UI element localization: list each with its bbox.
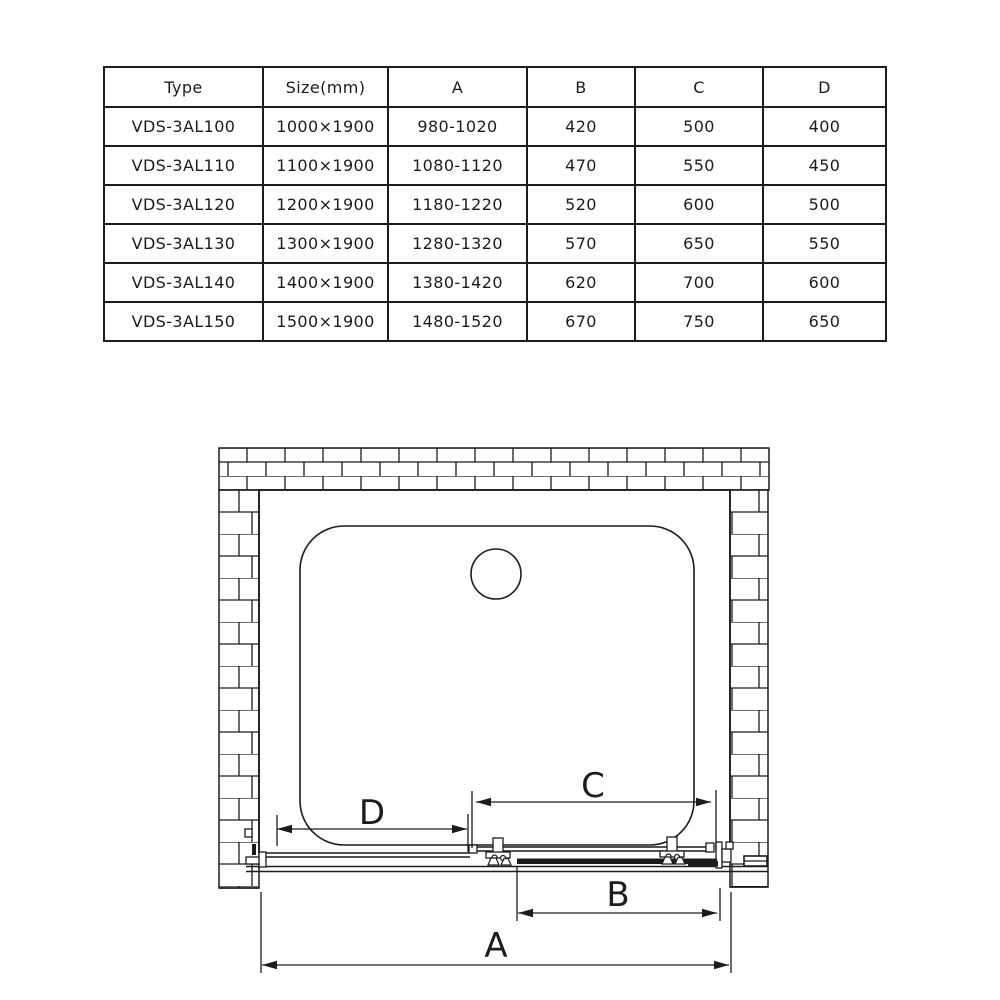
spec-table-cell: 1500×1900 <box>263 302 388 341</box>
dim-b-arrow-right <box>702 909 717 917</box>
spec-table-cell: 750 <box>635 302 763 341</box>
spec-table-cell: 700 <box>635 263 763 302</box>
spec-table-cell: 650 <box>763 302 886 341</box>
sliding-door-panel <box>517 859 717 865</box>
spec-table-cell: 1300×1900 <box>263 224 388 263</box>
dim-d-arrow-right <box>452 825 467 833</box>
spec-table-cell: 980-1020 <box>388 107 527 146</box>
dim-a-arrow-right <box>714 961 729 969</box>
spec-table-cell: 1400×1900 <box>263 263 388 302</box>
spec-table-cell: 670 <box>527 302 635 341</box>
spec-table-cell: 550 <box>763 224 886 263</box>
spec-table-cell: 500 <box>635 107 763 146</box>
spec-table-cell: 1280-1320 <box>388 224 527 263</box>
spec-table-column-header: A <box>388 67 527 107</box>
spec-table-cell: 1380-1420 <box>388 263 527 302</box>
spec-table-column-header: B <box>527 67 635 107</box>
spec-table-cell: 1480-1520 <box>388 302 527 341</box>
spec-table-cell: 470 <box>527 146 635 185</box>
spec-table-cell: 600 <box>763 263 886 302</box>
spec-table-cell: 620 <box>527 263 635 302</box>
spec-table-cell: 500 <box>763 185 886 224</box>
spec-table-cell: 1180-1220 <box>388 185 527 224</box>
spec-table-column-header: D <box>763 67 886 107</box>
spec-table-cell: 650 <box>635 224 763 263</box>
dim-label-b: B <box>606 875 630 915</box>
spec-table-cell: 1100×1900 <box>263 146 388 185</box>
dim-a-arrow-left <box>262 961 277 969</box>
right-brick-wall <box>730 490 768 887</box>
spec-table-cell: VDS-3AL150 <box>104 302 263 341</box>
spec-table-cell: VDS-3AL130 <box>104 224 263 263</box>
spec-table-cell: 520 <box>527 185 635 224</box>
dim-label-d: D <box>358 793 386 833</box>
spec-table-cell: 1080-1120 <box>388 146 527 185</box>
spec-table-cell: 1000×1900 <box>263 107 388 146</box>
spec-table-cell: VDS-3AL110 <box>104 146 263 185</box>
spec-table-cell: 400 <box>763 107 886 146</box>
spec-table-cell: 450 <box>763 146 886 185</box>
spec-table-cell: 600 <box>635 185 763 224</box>
roller-left <box>486 838 511 865</box>
top-wall-brick-band <box>219 448 769 490</box>
spec-table-cell: VDS-3AL140 <box>104 263 263 302</box>
rail-end-cap-right <box>706 843 714 852</box>
shower-enclosure-outline <box>259 490 730 853</box>
dim-c-arrow-right <box>696 798 711 806</box>
spec-table-column-header: C <box>635 67 763 107</box>
left-brick-wall <box>219 490 259 888</box>
dim-c-arrow-left <box>476 798 491 806</box>
drain-circle <box>471 549 521 599</box>
spec-table-cell: VDS-3AL120 <box>104 185 263 224</box>
dim-b-arrow-left <box>518 909 533 917</box>
spec-table-cell: 550 <box>635 146 763 185</box>
spec-table-cell: 420 <box>527 107 635 146</box>
spec-table-cell: 570 <box>527 224 635 263</box>
dim-label-c: C <box>581 766 605 806</box>
spec-table-column-header: Type <box>104 67 263 107</box>
dim-d-arrow-left <box>277 825 292 833</box>
dim-label-a: A <box>484 926 508 966</box>
spec-table-cell: VDS-3AL100 <box>104 107 263 146</box>
spec-table-cell: 1200×1900 <box>263 185 388 224</box>
spec-table-column-header: Size(mm) <box>263 67 388 107</box>
rail-end-cap-left <box>469 845 477 853</box>
